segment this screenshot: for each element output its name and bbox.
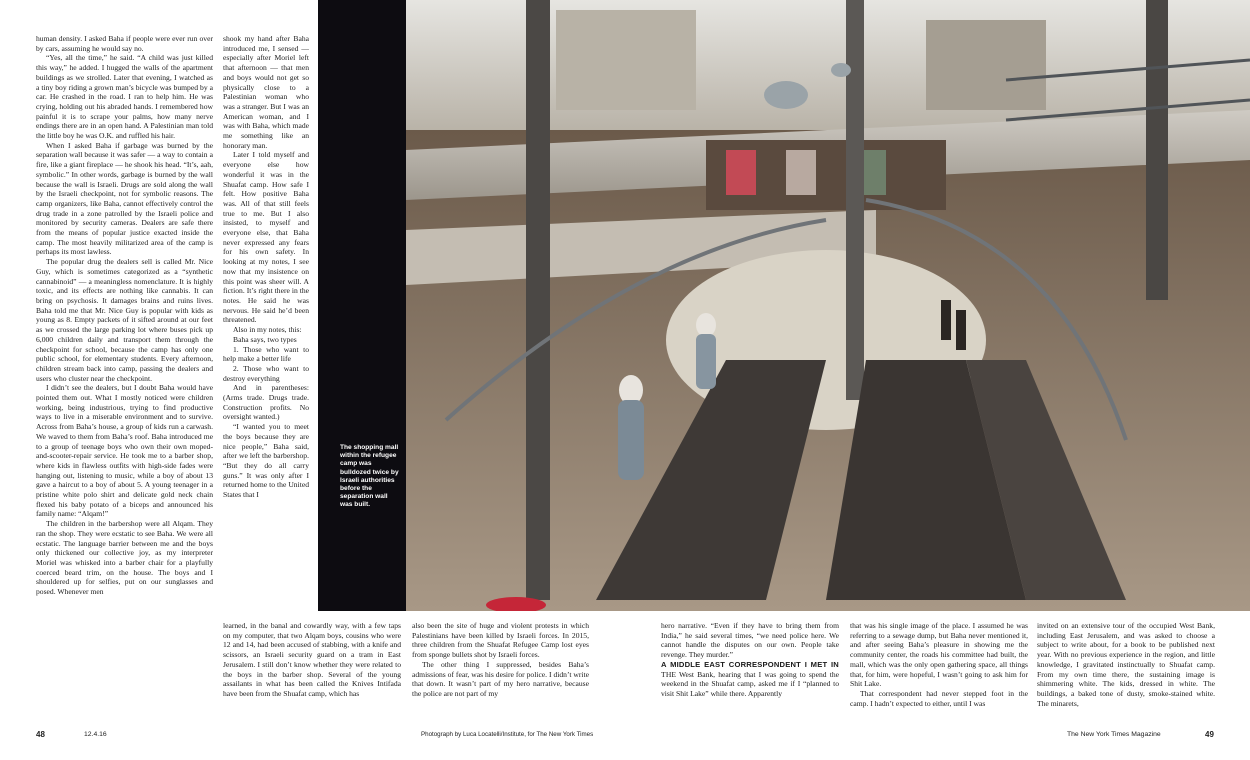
escalator-photo-illustration (406, 0, 1250, 611)
paragraph: I didn’t see the dealers, but I doubt Baha would have pointed them out. What I mostly noticed were children working, being industrious, trying to find productive ways to live in a miserable environment and to survive. Across from Baha’s house, a group of kids run a carwash. We waved to them from Baha’s roof. Baha introduced me to a group of teenage boys who own their own moped-and-scooter-repair service. He took me to a barber shop, where kids in flawless outfits with high-side fades were hanging out, listening to music, while a boy of about 13 gave a haircut to a boy of about 5. A young teenager in a pristine white polo shirt and delicate gold neck chain flexed his baby potato of a biceps and announced his family name: “Alqam!” (36, 383, 213, 519)
caption-panel (318, 0, 406, 611)
article-column-1 (36, 34, 213, 720)
paragraph: 2. Those who want to destroy everything (223, 363, 309, 383)
issue-date: 12.4.16 (84, 731, 107, 738)
paragraph: learned, in the banal and cowardly way, with a few taps on my computer, that two Alqam boys, cousins who were 12 and 14, had been accused of stabbing, with a knife and scissors, an Israeli security guard on a tram in East Jerusalem. I still don’t know whether they were related to the boys in the barber shop. Several of the young assailants in what has been called the Knives Intifada have been from the Shuafat camp, which has (223, 621, 401, 698)
article-column-6 (1037, 621, 1215, 720)
article-column-5 (850, 621, 1028, 720)
paragraph: And in parentheses: (Arms trade. Drugs trade. Construction profits. No oversight wanted.) (223, 383, 309, 422)
paragraph: That correspondent had never stepped foot in the camp. I hadn’t expected to either, until I was (850, 688, 1028, 708)
paragraph: Also in my notes, this: (233, 325, 302, 335)
article-column-2-continued (223, 621, 401, 720)
paragraph: When I asked Baha if garbage was burned by the separation wall because it was safer — a way to contain a fire, like a giant fireplace — he shook his head. “It’s, aah, symbolic.” In other words, garbage is burned by the wall because the wall is Israeli. Drugs are sold along the wall by the Israeli checkpoint, not for symbolic reasons. The camp organizers, like Baha, cannot effectively control the drug trade in a zone patrolled by the Israeli police and monitored by security cameras. Dealers are safe there from the means of popular justice exacted inside the camp. The most heavily militarized area of the camp is perhaps its most lawless. (36, 140, 213, 257)
article-column-3 (412, 621, 589, 720)
paragraph: “Yes, all the time,” he said. “A child was just killed this way,” he added. I hugged the walls of the apartment buildings as we strolled. Later that evening, I watched as a tiny boy riding a grown man’s bicycle was bumped by a car. He crashed in the road. I ran to help him. He was crying, holding out his abraded hands. I remembered how painful it is to scrape your palms, how many nerve endings there are in an open hand. A Palestinian man told the little boy he was O.K. and ruffled his hair. (36, 53, 213, 141)
magazine-name: The New York Times Magazine (1067, 731, 1161, 738)
paragraph: The other thing I suppressed, besides Baha’s admissions of fear, was his desire for police. I didn’t write that down. It wasn’t part of my hero narrative, because the police are not part of my (412, 659, 589, 698)
paragraph: 1. Those who want to help make a better life (223, 344, 309, 364)
paragraph: shook my hand after Baha introduced me, I sensed — especially after Moriel left that afternoon — that men and boys would not get so physically close to a Palestinian woman who was a stranger. But I was an American woman, and I was with Baha, which made me something like an honorary man. (223, 34, 309, 150)
paragraph: invited on an extensive tour of the occupied West Bank, including East Jerusalem, and was asked to choose a subject to write about, for a book to be published next year. With no previous experience in the region, and little knowledge, I gravitated instinctually to Shuafat camp. From my own time there, the sustaining image is shimmering white. The kids, dressed in white. The buildings, a baked tone of dusty, smoke-stained white. The minarets, (1037, 621, 1215, 708)
left-page-number: 48 (36, 730, 45, 739)
paragraph: The popular drug the dealers sell is called Mr. Nice Guy, which is sometimes categorized as a “synthetic cannabinoid” — a meaningless nomenclature. It is highly toxic, and its effects are nothing like cannabis. It can bring on psychosis. It damages brains and ruins lives. Baha told me that Mr. Nice Guy is popular with kids as young as 8. Empty packets of it sifted around at our feet as we crossed the large parking lot where buses pick up 6,000 children daily and transport them through the checkpoint for school, because the camp has only one public school, for elementary students. Every afternoon, children stream back into camp, passing the dealers and users who cluster near the checkpoint. (36, 257, 213, 383)
photo-caption: The shopping mall within the refugee camp was bulldozed twice by Israeli authorities before the separation wall was built. (340, 444, 399, 509)
paragraph: that was his single image of the place. I assumed he was referring to a sewage dump, but Baha never mentioned it, and after seeing Baha’s pleasure in showing me the community center, the roads his committee had built, the mall, which was the only open gathering space, all things that, for him, were hopeful, I wasn’t going to ask him for Shit Lake. (850, 621, 1028, 689)
paragraph: hero narrative. “Even if they have to bring them from India,” he said several times, “we need police here. We cannot handle the disputes on our own. People take revenge. They murder.” (661, 621, 839, 660)
paragraph: human density. I asked Baha if people were ever run over by cars, assuming he would say no. (36, 34, 213, 53)
paragraph: Later I told myself and everyone else how wonderful it was in the Shuafat camp. How safe I felt. How positive Baha was. All of that still feels true to me. But I also insisted, to myself and everyone else, that Baha never expressed any fears for his own safety. In looking at my notes, I see now that my insistence on this point was sheer will. A fiction. It’s right there in the notes. He said he was nervous. He said he’d been threatened. (223, 150, 309, 325)
article-column-2 (223, 34, 309, 611)
paragraph: Baha says, two types (233, 334, 297, 344)
paragraph: also been the site of huge and violent protests in which Palestinians have been killed by Israeli forces. In 2015, three children from the Shuafat Refugee Camp lost eyes from sponge bullets shot by Israeli forces. (412, 621, 589, 660)
right-page-number: 49 (1205, 730, 1214, 739)
paragraph: “I wanted you to meet the boys because they are nice people,” Baha said, after we left the barbershop. “But they do all carry guns.” It was only after I returned home to the United States that I (223, 422, 309, 500)
paragraph: A MIDDLE EAST CORRESPONDENT I MET IN THE West Bank, hearing that I was going to spend the weekend in the Shuafat camp, asked me if I “planned to visit Shit Lake” while there. Apparently (661, 659, 839, 698)
paragraph: The children in the barbershop were all Alqam. They ran the shop. They were ecstatic to see Baha. We were all ecstatic. The language barrier between me and the boys only thickened our collective joy, as my interpreter Moriel was whisked into a barber chair for a playfully coerced beard trim, on the house. The boys and I shouldered up for selfies, put on our sunglasses and posed. Whenever men (36, 519, 213, 597)
photo-credit: Photograph by Luca Locatelli/Institute, for The New York Times (421, 731, 594, 738)
article-column-4 (661, 621, 839, 720)
